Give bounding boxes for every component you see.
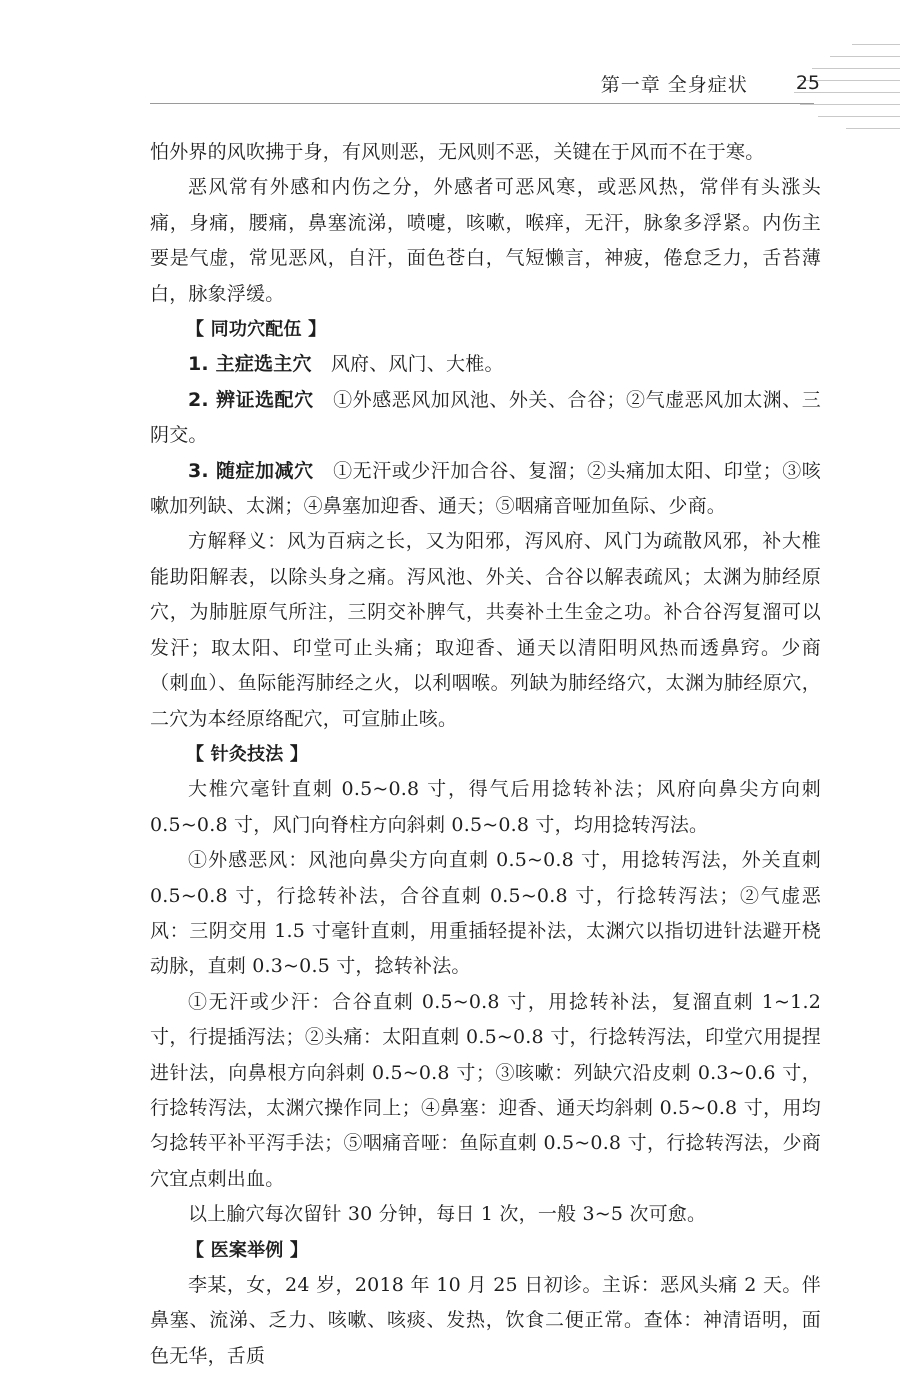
body-paragraph: ①无汗或少汗：合谷直刺 0.5~0.8 寸，用捻转补法，复溜直刺 1~1.2 寸，行提插泻法；②头痛：太阳直刺 0.5~0.8 寸，行捻转泻法，印堂穴用提捏进针法，向鼻根方向斜刺 0.5~0.8 寸；③咳嗽：列缺穴沿皮刺 0.3~0.6 寸，行捻转泻法，太渊穴操作同上；④鼻塞：迎香、通天均斜刺 0.5~0.8 寸，用均匀捻转平补平泻手法；⑤咽痛音哑：鱼际直刺 0.5~0.8 寸，行捻转泻法，少商穴宜点刺出血。 xyxy=(150,990,821,1190)
section-heading: 【 针灸技法 】 xyxy=(186,743,309,765)
paragraph-label: 1. 主症选主穴 xyxy=(188,353,312,376)
body-paragraph: 大椎穴毫针直刺 0.5~0.8 寸，得气后用捻转补法；风府向鼻尖方向刺 0.5~0.8 寸，风门向脊柱方向斜刺 0.5~0.8 寸，均用捻转泻法。 xyxy=(150,778,821,836)
running-header xyxy=(150,68,820,98)
page-body xyxy=(150,135,821,1374)
body-paragraph: 以上腧穴每次留针 30 分钟，每日 1 次，一般 3~5 次可愈。 xyxy=(188,1203,707,1226)
body-paragraph: 方解释义：风为百病之长，又为阳邪，泻风府、风门为疏散风邪，补大椎能助阳解表，以除头身之痛。泻风池、外关、合谷以解表疏风；太渊为肺经原穴，为肺脏原气所注，三阴交补脾气，共奏补土生金之功。补合谷泻复溜可以发汗；取太阳、印堂可止头痛；取迎香、通天以清阳明风热而透鼻窍。少商（刺血）、鱼际能泻肺经之火，以利咽喉。列缺为肺经络穴，太渊为肺经原穴，二穴为本经原络配穴，可宣肺止咳。 xyxy=(150,530,821,730)
paragraph-label: 2. 辨证选配穴 xyxy=(188,388,314,411)
section-heading: 【 同功穴配伍 】 xyxy=(186,319,327,341)
body-paragraph: ①外感恶风：风池向鼻尖方向直刺 0.5~0.8 寸，用捻转泻法，外关直刺 0.5~0.8 寸，行捻转补法，合谷直刺 0.5~0.8 寸，行捻转泻法；②气虚恶风：三阴交用 1.5 寸毫针直刺，用重插轻提补法，太渊穴以指切进针法避开桡动脉，直刺 0.3~0.5 寸，捻转补法。 xyxy=(150,849,821,978)
paragraph-text: 风府、风门、大椎。 xyxy=(330,353,504,376)
header-rule xyxy=(150,103,814,104)
page-number: 25 xyxy=(795,72,820,94)
labeled-paragraph xyxy=(150,347,821,382)
section-heading: 【 医案举例 】 xyxy=(186,1239,309,1261)
body-paragraph: 恶风常有外感和内伤之分，外感者可恶风寒，或恶风热，常伴有头涨头痛，身痛，腰痛，鼻塞流涕，喷嚏，咳嗽，喉痒，无汗，脉象多浮紧。内伤主要是气虚，常见恶风，自汗，面色苍白，气短懒言，神疲，倦怠乏力，舌苔薄白，脉象浮缓。 xyxy=(150,176,821,305)
paragraph-text: ①无汗或少汗加合谷、复溜；②头痛加太阳、印堂；③咳嗽加列缺、太渊；④鼻塞加迎香、通天；⑤咽痛音哑加鱼际、少商。 xyxy=(150,459,821,518)
body-paragraph: 怕外界的风吹拂于身，有风则恶，无风则不恶，关键在于风而不在于寒。 xyxy=(150,141,765,163)
paragraph-text: ①外感恶风加风池、外关、合谷；②气虚恶风加太渊、三阴交。 xyxy=(150,388,821,447)
labeled-paragraph xyxy=(150,454,821,525)
paragraph-label: 3. 随症加减穴 xyxy=(188,459,314,482)
chapter-title: 第一章 全身症状 xyxy=(600,73,748,96)
labeled-paragraph xyxy=(150,383,821,454)
body-paragraph: 李某，女，24 岁，2018 年 10 月 25 日初诊。主诉：恶风头痛 2 天。伴鼻塞、流涕、乏力、咳嗽、咳痰、发热，饮食二便正常。查体：神清语明，面色无华，舌质 xyxy=(150,1274,821,1367)
